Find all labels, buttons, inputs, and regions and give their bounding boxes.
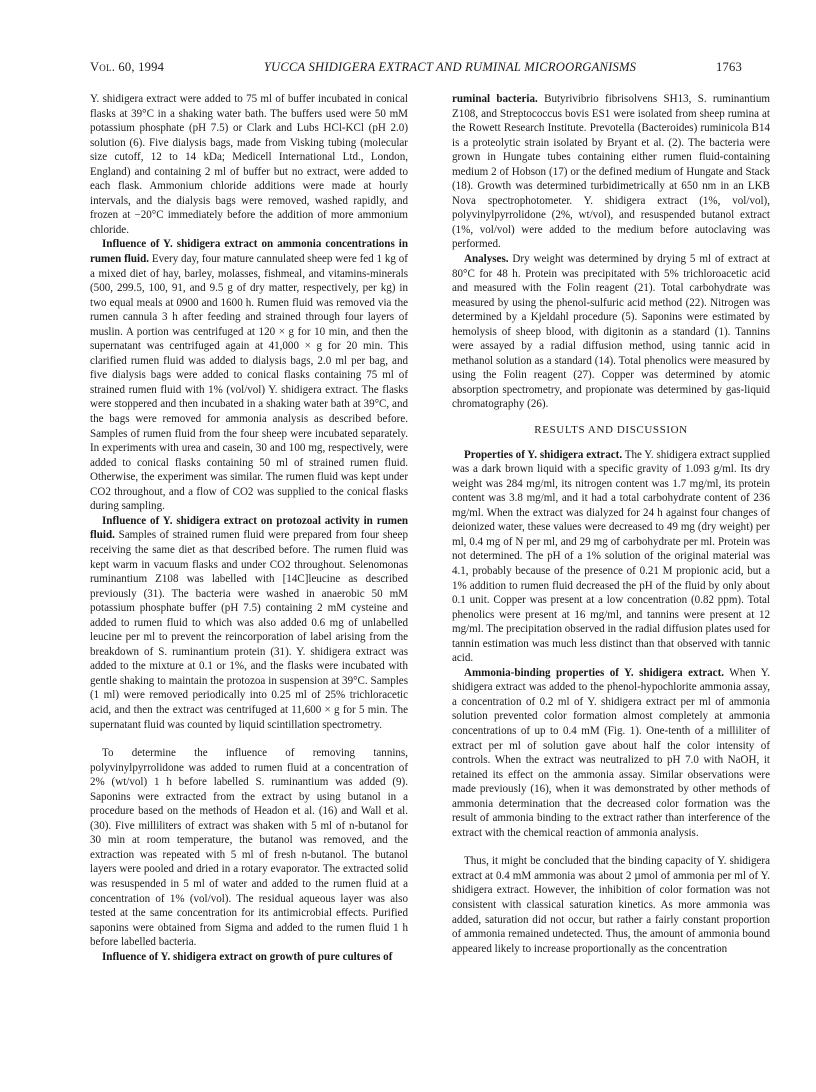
paragraph-text: The Y. shidigera extract supplied was a dark brown liquid with a specific gravity of 1.093 g/ml. Its dry weight was 284 mg/ml, its nitrogen content was 1.7 mg/ml, its protein content was 3.8 mg/ml, and it had a total carbohydrate content of 236 mg/ml. When the extract was dialyzed for 24 h against four changes of deionized water, these values were decreased to 49 mg (dry weight) per ml, 0.4 mg of N per ml, and 29 mg of carbohydrate per ml. Protein was not determined. The pH of a 1% solution of the original material was 4.1, probably because of the presence of 0.21 M propionic acid, but a 1% addition to rumen fluid decreased the pH of the fluid by only about 0.1 unit. Copper was present at a low concentration (0.82 ppm). Total phenolics were present at 16 mg/ml, and tannins were present at 12 mg/ml. The precipitation observed in the radial diffusion plates used for tannin estimation was much less distinct than that observed with tannic acid. bbox=[452, 448, 770, 665]
paragraph-text: Dry weight was determined by drying 5 ml of extract at 80°C for 48 h. Protein was precipitated with 5% trichloroacetic acid and measured with the Folin reagent (21). Total carbohydrate was measured by using the phenol-sulfuric acid method (22). Nitrogen was determined by a Kjeldahl procedure (5). Saponins were estimated by hemolysis of sheep blood, with digitonin as a standard (1). Tannins were assayed by a radial diffusion method, using tannic acid in methanol solution as a standard (14). Total phenolics were measured by using the Folin reagent (27). Copper was determined by atomic absorption spectrometry, and propionate was determined by gas-liquid chromatography (26). bbox=[452, 253, 770, 411]
section-heading: Influence of Y. shidigera extract on growth of pure cultures of bbox=[102, 950, 393, 963]
paragraph bbox=[452, 666, 770, 841]
paragraph-text: Every day, four mature cannulated sheep were fed 1 kg of a mixed diet of hay, barley, molasses, fishmeal, and vitamins-minerals (500, 299.5, 100, 91, and 9.5 g of dry matter, respectively, per kg) in two equal meals at 0900 and 1600 h. Rumen fluid was removed via the rumen cannula 3 h after feeding and strained through four layers of muslin. A portion was centrifuged at 120 × g for 10 min, and then the supernatant was centrifuged again at 41,000 × g for 20 min. This clarified rumen fluid was added to dialysis bags, 2.0 ml per bag, and five dialysis bags were added to conical flasks containing 75 ml of strained rumen fluid with 1% (vol/vol) Y. shidigera extract. The flasks were stoppered and then incubated in a shaking water bath at 39°C, and the bags were removed for ammonia analysis as described before. Samples of rumen fluid from the four sheep were incubated separately. In experiments with urea and casein, 30 and 100 mg, respectively, were added to conical flasks containing 50 ml of strained rumen fluid. Otherwise, the experiment was similar. The rumen fluid was kept under CO2 throughout, and a flow of CO2 was supplied to the conical flasks during sampling. bbox=[90, 253, 408, 513]
right-column bbox=[452, 92, 770, 956]
page-number: 1763 bbox=[716, 60, 742, 74]
paragraph: Y. shidigera extract were added to 75 ml of buffer incubated in conical flasks at 39°C in a shaking water bath. The buffers used were 50 mM potassium phosphate (pH 7.5) or Clark and Lubs HCl-KCl (pH 2.0) solution (6). Five dialysis bags, made from Visking tubing (molecular size cutoff, 12 to 14 kDa; Medicell International Ltd., London, England) and containing 2 ml of buffer but no extract, were added to each flask. Ammonium chloride additions were made at hourly intervals, and the dialysis bags were removed, washed rapidly, and frozen at −20°C immediately before the addition of more ammonium chloride. bbox=[90, 93, 408, 236]
paragraph-text: When Y. shidigera extract was added to the phenol-hypochlorite ammonia assay, a concentration of 0.2 ml of Y. shidigera extract per ml of ammonia solution prevented color formation almost completely at ammonia concentrations of up to 0.4 mM (Fig. 1). One-tenth of a milliliter of extract per ml of solution gave about half the color intensity of controls. When the extract was neutralized to pH 7.0 with NaOH, it retained its effect on the ammonia assay. Similar observations were made previously (16), when it was demonstrated by other methods of ammonia determination that the decreased color formation was the result of ammonia binding to the extract rather than interference of the extract with the chemical reaction of ammonia analysis. bbox=[452, 666, 771, 839]
paragraph bbox=[452, 92, 770, 252]
section-heading: Analyses. bbox=[464, 253, 509, 266]
page-header bbox=[90, 60, 742, 80]
paragraph: To determine the influence of removing tannins, polyvinylpyrrolidone was added to rumen fluid at a concentration of 2% (wt/vol) 1 h before labelled S. ruminantium was added (9). Saponins were extracted from the extract by using butanol in a procedure based on the methods of Headon et al. (16) and Wall et al. (30). Five milliliters of extract was shaken with 5 ml of n-butanol for 30 min at room temperature, the butanol was removed, and the extraction was repeated with 5 ml of fresh n-butanol. The butanol layers were pooled and dried in a rotary evaporator. The extracted solid was resuspended in 5 ml of water and added to the rumen fluid at a concentration of 1% (vol/vol). The residual aqueous layer was also tested at the same concentration for its antimicrobial effects. Purified saponins were obtained from Sigma and added to the rumen fluid 1 h before labelled bacteria. bbox=[90, 747, 408, 949]
paragraph bbox=[452, 448, 770, 666]
section-heading: Influence of Y. shidigera extract on protozoal activity in rumen fluid. bbox=[90, 514, 408, 542]
paragraph bbox=[90, 237, 408, 513]
paragraph bbox=[90, 514, 408, 732]
paragraph-text: Samples of strained rumen fluid were prepared from four sheep receiving the same diet as that described before. The rumen fluid was kept warm in vacuum flasks and under CO2 throughout. Selenomonas ruminantium Z108 was labelled with [14C]leucine as described previously (31). The bacteria were washed in anaerobic 50 mM potassium phosphate buffer (pH 7.5) containing 2 mM cysteine and added to rumen fluid to which was also added 0.6 mg of unlabelled leucine per ml to prevent the reincorporation of label arising from the breakdown of S. ruminantium protein (31). Y. shidigera extract was added to the mixture at 0.1 or 1%, and the flasks were incubated with gentle shaking to maintain the protozoa in suspension at 39°C. Samples (1 ml) were removed periodically into 0.25 ml of 25% trichloracetic acid, and then the extract was centrifuged at 11,600 × g for 5 min. The supernatant fluid was counted by liquid scintillation spectrometry. bbox=[90, 529, 408, 731]
left-column bbox=[90, 92, 408, 964]
section-heading: Ammonia-binding properties of Y. shidigera extract. bbox=[464, 666, 725, 679]
paragraph bbox=[90, 950, 408, 965]
section-heading: Properties of Y. shidigera extract. bbox=[464, 448, 623, 461]
volume-label: Vol. 60, 1994 bbox=[90, 60, 165, 74]
paragraph-text: Butyrivibrio fibrisolvens SH13, S. ruminantium Z108, and Streptococcus bovis ES1 were isolated from sheep rumina at the Rowett Research Institute. Prevotella (Bacteroides) ruminicola B14 is a proteolytic strain isolated by Bryant et al. (2). The bacteria were grown in Hungate tubes containing either rumen fluid-containing medium 2 of Hobson (17) or the defined medium of Hungate and Stack (18). Growth was determined turbidimetrically at 650 nm in an LKB Nova spectrophotometer. Y. shidigera extract (1%, vol/vol), polyvinylpyrrolidone (2%, wt/vol), and resuspended butanol extract (1%, vol/vol) were added to the medium before autoclaving was performed. bbox=[452, 93, 770, 251]
section-heading: ruminal bacteria. bbox=[452, 93, 538, 105]
running-title: YUCCA SHIDIGERA EXTRACT AND RUMINAL MICROORGANISMS bbox=[263, 60, 637, 74]
section-title: RESULTS AND DISCUSSION bbox=[534, 424, 688, 437]
section-heading: Influence of Y. shidigera extract on ammonia concentrations in rumen fluid. bbox=[90, 238, 408, 266]
paragraph bbox=[452, 252, 770, 412]
paragraph: Thus, it might be concluded that the binding capacity of Y. shidigera extract at 0.4 mM ammonia was about 2 µmol of ammonia per ml of Y. shidigera extract. However, the inhibition of color formation was not consistent with classical saturation kinetics. As more ammonia was added, saturation did not occur, but rather a fairly constant proportion of ammonia remained undetected. Thus, the amount of ammonia bound appeared likely to increase proportionally as the concentration bbox=[452, 855, 770, 955]
